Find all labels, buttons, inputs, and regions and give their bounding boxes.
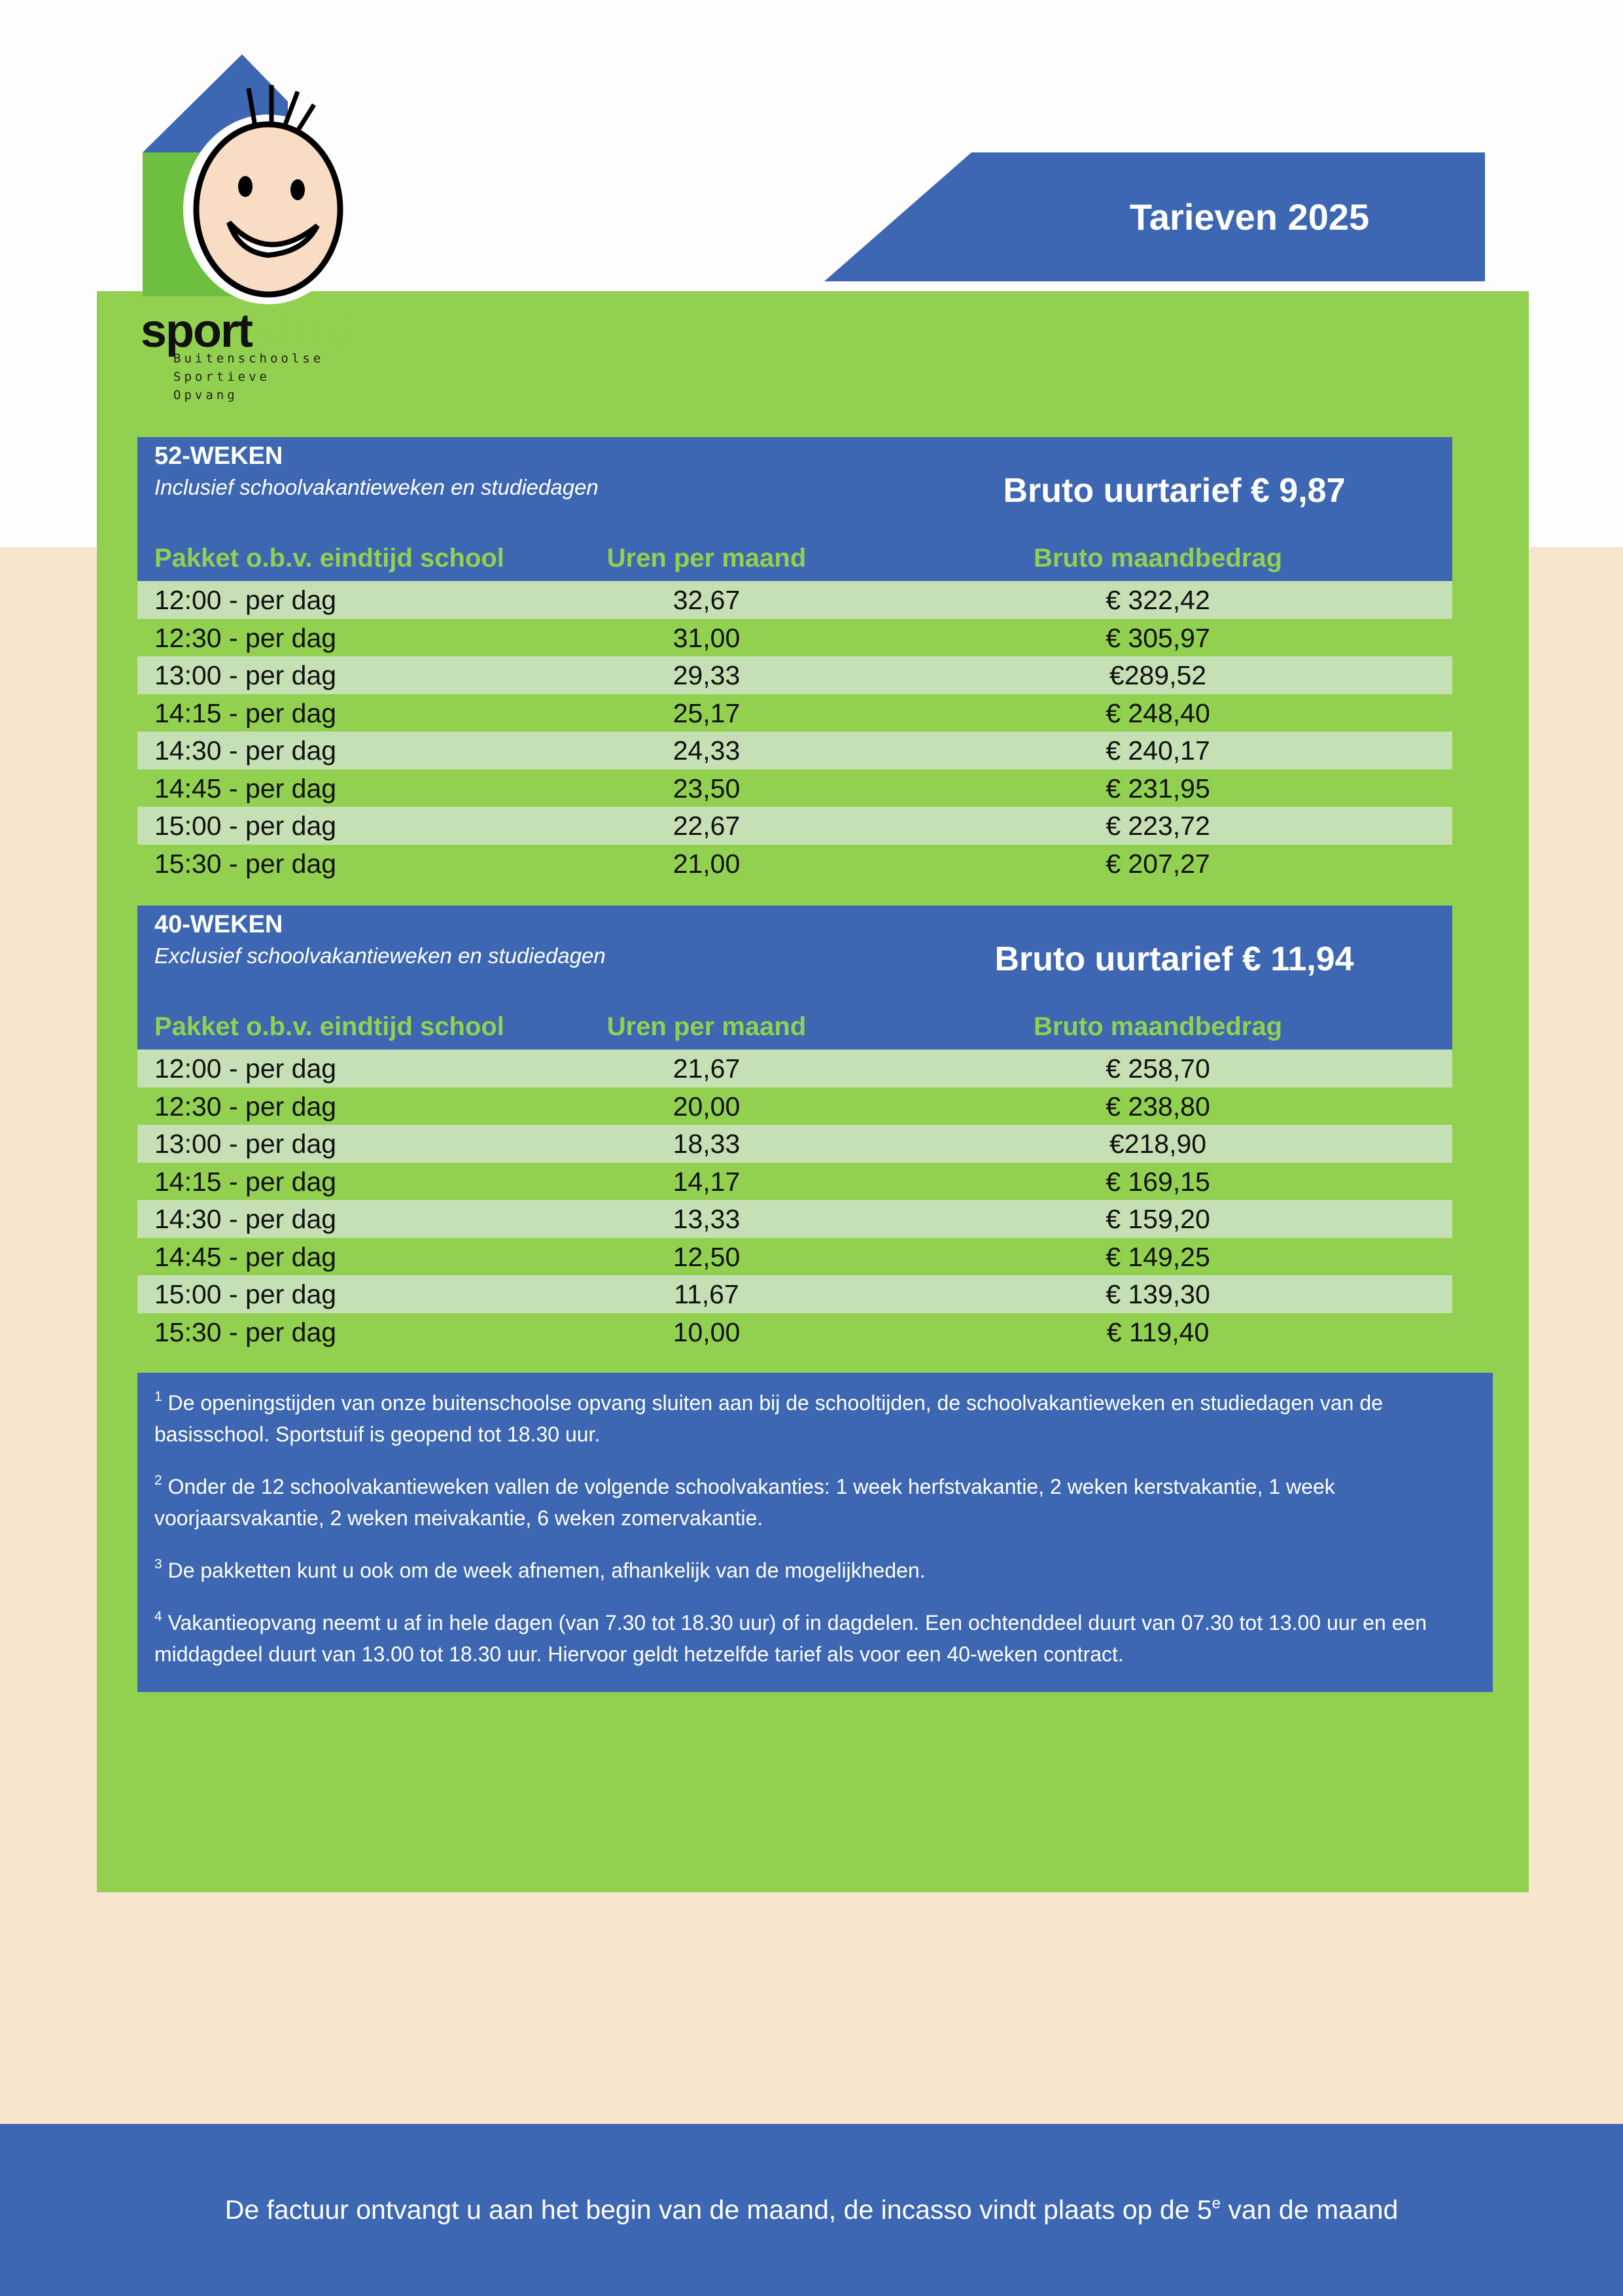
table-row xyxy=(137,1200,1452,1238)
amount-cell: € 223,72 xyxy=(1106,811,1210,841)
footnote-number: 1 xyxy=(154,1389,162,1404)
package-cell: 13:00 - per dag xyxy=(154,1129,337,1159)
footnote-1 xyxy=(154,1387,1476,1450)
table-row xyxy=(137,581,1452,619)
table-row xyxy=(137,807,1452,845)
logo-line-3: Opvang xyxy=(173,388,238,402)
amount-cell: € 139,30 xyxy=(1106,1279,1210,1309)
amount-cell: € 207,27 xyxy=(1106,848,1210,879)
hours-cell: 31,00 xyxy=(672,622,741,653)
package-cell: 14:30 - per dag xyxy=(154,1204,337,1234)
table-row xyxy=(137,1163,1452,1201)
package-cell: 12:00 - per dag xyxy=(154,1053,337,1084)
table-row xyxy=(137,1275,1452,1313)
hourly-rate: Bruto uurtarief € 9,87 xyxy=(1003,472,1346,510)
package-cell: 12:30 - per dag xyxy=(154,622,337,653)
footnote-text: Onder de 12 schoolvakantieweken vallen de volgende schoolvakanties: 1 week herfstvakantie, 2 weken kerstvakantie, 1 week voorjaarsvakantie, 2 weken meivakantie, 6 weken zomervakantie. xyxy=(154,1475,1335,1530)
logo-word-sport: sport xyxy=(141,305,252,357)
logo-line-1: Buitenschoolse xyxy=(173,351,324,366)
hours-cell: 20,00 xyxy=(672,1091,741,1122)
table-row xyxy=(137,845,1452,883)
hours-cell: 10,00 xyxy=(672,1316,741,1347)
logo-wordmark xyxy=(141,303,354,358)
footer-superscript: e xyxy=(1212,2195,1221,2212)
amount-cell: € 238,80 xyxy=(1106,1091,1210,1122)
weeks-title: 40-WEKEN xyxy=(154,911,283,938)
amount-cell: € 169,15 xyxy=(1106,1166,1210,1197)
hourly-rate: Bruto uurtarief € 11,94 xyxy=(994,940,1354,978)
table-row xyxy=(137,1050,1452,1087)
footnote-3 xyxy=(154,1555,1476,1586)
weeks-subtitle: Exclusief schoolvakantieweken en studiedagen xyxy=(154,944,606,968)
hours-cell: 11,67 xyxy=(674,1279,739,1309)
amount-cell: € 258,70 xyxy=(1106,1053,1210,1084)
amount-cell: € 240,17 xyxy=(1106,735,1210,766)
hours-cell: 12,50 xyxy=(672,1241,741,1272)
title-banner xyxy=(824,152,1485,281)
package-cell: 15:00 - per dag xyxy=(154,1279,337,1309)
package-cell: 12:00 - per dag xyxy=(154,585,337,615)
amount-cell: € 119,40 xyxy=(1106,1316,1210,1347)
logo-line-2: Sportieve xyxy=(173,370,270,384)
table-row xyxy=(137,1238,1452,1276)
package-cell: 12:30 - per dag xyxy=(154,1091,337,1122)
footnote-number: 3 xyxy=(154,1557,162,1572)
package-cell: 15:30 - per dag xyxy=(154,848,337,879)
footnote-4 xyxy=(154,1607,1476,1670)
weeks-subtitle: Inclusief schoolvakantieweken en studiedagen xyxy=(154,475,599,499)
amount-cell: €218,90 xyxy=(1109,1129,1207,1159)
hours-cell: 22,67 xyxy=(672,811,741,841)
page-title: Tarieven 2025 xyxy=(1129,196,1370,238)
footer-text-end: van de maand xyxy=(1221,2195,1399,2225)
amount-cell: €289,52 xyxy=(1109,660,1207,690)
package-cell: 15:30 - per dag xyxy=(154,1316,337,1347)
footnote-text: De openingstijden van onze buitenschoolse opvang sluiten aan bij de schooltijden, de schoolvakantieweken en studiedagen van de basisschool. Sportstuif is geopend tot 18.30 uur. xyxy=(154,1391,1383,1446)
package-cell: 14:15 - per dag xyxy=(154,698,337,728)
logo-word-stuif: stuif xyxy=(254,303,354,358)
footer-text-main: De factuur ontvangt u aan het begin van de maand, de incasso vindt plaats op de 5 xyxy=(224,2195,1212,2225)
amount-cell: € 149,25 xyxy=(1106,1241,1210,1272)
amount-cell: € 305,97 xyxy=(1106,622,1210,653)
amount-cell: € 248,40 xyxy=(1106,698,1210,728)
hours-cell: 29,33 xyxy=(672,660,741,690)
hours-cell: 14,17 xyxy=(672,1166,741,1197)
column-header-amount: Bruto maandbedrag xyxy=(1033,544,1283,573)
package-cell: 14:30 - per dag xyxy=(154,735,337,766)
footer-bar xyxy=(0,2124,1623,2296)
weeks-title: 52-WEKEN xyxy=(154,442,283,470)
footnotes-box xyxy=(137,1373,1493,1692)
table-row xyxy=(137,769,1452,807)
rate-table-40-weeks xyxy=(137,906,1452,1351)
package-cell: 14:45 - per dag xyxy=(154,1241,337,1272)
package-cell: 15:00 - per dag xyxy=(154,811,337,841)
package-cell: 14:45 - per dag xyxy=(154,773,337,804)
table-row xyxy=(137,619,1452,657)
column-header-amount: Bruto maandbedrag xyxy=(1033,1012,1283,1041)
footnote-text: Vakantieopvang neemt u af in hele dagen (van 7.30 tot 18.30 uur) of in dagdelen. Een ochtenddeel duurt van 07.30 tot 13.00 uur en een middagdeel duurt van 13.00 tot 18.30 uur. Hiervoor geldt hetzelfde tarief als voor een 40-weken contract. xyxy=(154,1611,1427,1666)
package-cell: 13:00 - per dag xyxy=(154,660,337,690)
hours-cell: 24,33 xyxy=(672,735,741,766)
amount-cell: € 322,42 xyxy=(1106,585,1210,615)
hours-cell: 32,67 xyxy=(672,585,741,615)
hours-cell: 25,17 xyxy=(672,698,741,728)
hours-cell: 13,33 xyxy=(672,1204,741,1234)
rate-table-52-weeks xyxy=(137,437,1452,882)
column-header-hours: Uren per maand xyxy=(606,1012,807,1041)
amount-cell: € 231,95 xyxy=(1106,773,1210,804)
table-row xyxy=(137,732,1452,769)
rate-table-header xyxy=(137,906,1452,1050)
hours-cell: 23,50 xyxy=(672,773,741,804)
footer-text xyxy=(225,2195,1399,2225)
package-cell: 14:15 - per dag xyxy=(154,1166,337,1197)
rate-table-header xyxy=(137,437,1452,581)
table-row xyxy=(137,694,1452,732)
column-header-package: Pakket o.b.v. eindtijd school xyxy=(154,1012,504,1041)
amount-cell: € 159,20 xyxy=(1106,1204,1210,1234)
footnote-2 xyxy=(154,1471,1476,1534)
column-header-hours: Uren per maand xyxy=(606,544,807,573)
hours-cell: 18,33 xyxy=(672,1129,741,1159)
footnote-text: De pakketten kunt u ook om de week afnemen, afhankelijk van de mogelijkheden. xyxy=(167,1559,926,1582)
sportstuif-logo xyxy=(137,49,399,415)
table-row xyxy=(137,1313,1452,1351)
table-row xyxy=(137,1087,1452,1125)
table-row xyxy=(137,656,1452,694)
footnote-number: 4 xyxy=(154,1609,162,1624)
hours-cell: 21,00 xyxy=(672,848,741,879)
hours-cell: 21,67 xyxy=(672,1053,741,1084)
footnote-number: 2 xyxy=(154,1473,162,1488)
table-row xyxy=(137,1125,1452,1163)
logo-mascot-icon xyxy=(137,49,399,311)
column-header-package: Pakket o.b.v. eindtijd school xyxy=(154,544,504,573)
